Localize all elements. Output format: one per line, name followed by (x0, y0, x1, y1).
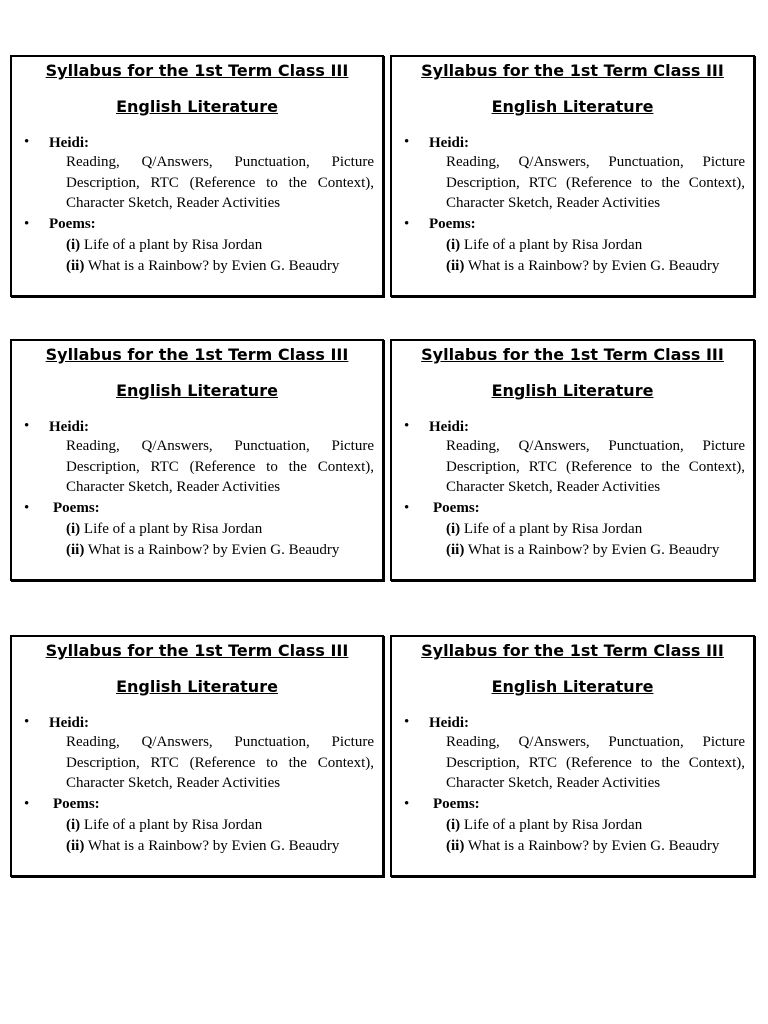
heidi-line-3: Character Sketch, Reader Activities (446, 195, 661, 211)
heidi-label: Heidi: (49, 135, 89, 151)
poem-1-number: (i) (446, 817, 461, 833)
heidi-label: Heidi: (49, 419, 89, 435)
poems-label: Poems: (53, 500, 100, 516)
bullet-icon: • (24, 134, 30, 150)
syllabus-card (390, 635, 755, 877)
poem-1-text: Life of a plant by Risa Jordan (83, 237, 263, 253)
bullet-icon: • (24, 500, 30, 516)
poem-item-2 (446, 540, 719, 560)
poem-2-text: What is a Rainbow? by Evien G. Beaudry (467, 838, 720, 854)
bullet-icon: • (404, 500, 410, 516)
bullet-icon: • (24, 714, 30, 730)
poem-1-number: (i) (66, 817, 81, 833)
heidi-label: Heidi: (429, 715, 469, 731)
bullet-icon: • (404, 216, 410, 232)
heidi-line-2: Description, RTC (Reference to the Context), (66, 754, 374, 771)
poem-2-number: (ii) (66, 258, 85, 274)
poems-label: Poems: (433, 796, 480, 812)
heidi-line-1: Reading, Q/Answers, Punctuation, Picture (66, 734, 374, 750)
card-subtitle: English Literature (116, 381, 278, 400)
heidi-line-1: Reading, Q/Answers, Punctuation, Picture (446, 154, 745, 170)
poem-2-text: What is a Rainbow? by Evien G. Beaudry (87, 258, 340, 274)
poem-2-number: (ii) (446, 542, 465, 558)
syllabus-card (10, 635, 384, 877)
heidi-line-3: Character Sketch, Reader Activities (66, 479, 281, 495)
poem-2-text: What is a Rainbow? by Evien G. Beaudry (467, 258, 720, 274)
card-subtitle: English Literature (491, 381, 654, 400)
heidi-description (446, 732, 745, 794)
poem-1-text: Life of a plant by Risa Jordan (463, 237, 643, 253)
heidi-line-2: Description, RTC (Reference to the Context), (66, 174, 374, 191)
card-title: Syllabus for the 1st Term Class III (421, 345, 724, 364)
poem-item-1 (446, 815, 642, 835)
poem-2-text: What is a Rainbow? by Evien G. Beaudry (87, 838, 340, 854)
poem-2-number: (ii) (446, 258, 465, 274)
heidi-line-2: Description, RTC (Reference to the Context), (446, 754, 745, 771)
heidi-line-1: Reading, Q/Answers, Punctuation, Picture (446, 734, 745, 750)
heidi-description (446, 436, 745, 498)
heidi-label: Heidi: (49, 715, 89, 731)
heidi-description (66, 732, 374, 794)
poem-item-1 (66, 519, 262, 539)
poem-1-text: Life of a plant by Risa Jordan (83, 817, 263, 833)
card-subtitle: English Literature (491, 97, 654, 116)
poem-1-number: (i) (446, 521, 461, 537)
heidi-label: Heidi: (429, 135, 469, 151)
heidi-line-3: Character Sketch, Reader Activities (446, 479, 661, 495)
poem-item-2 (66, 540, 339, 560)
heidi-line-3: Character Sketch, Reader Activities (66, 775, 281, 791)
poems-label: Poems: (433, 500, 480, 516)
heidi-line-3: Character Sketch, Reader Activities (66, 195, 281, 211)
poem-1-text: Life of a plant by Risa Jordan (463, 521, 643, 537)
heidi-line-2: Description, RTC (Reference to the Context), (446, 458, 745, 475)
heidi-description (66, 152, 374, 214)
poem-2-number: (ii) (66, 542, 85, 558)
syllabus-card (390, 55, 755, 297)
poem-item-2 (66, 836, 339, 856)
poem-item-1 (446, 519, 642, 539)
bullet-icon: • (24, 796, 30, 812)
heidi-line-2: Description, RTC (Reference to the Context), (66, 458, 374, 475)
poem-item-1 (446, 235, 642, 255)
card-title: Syllabus for the 1st Term Class III (45, 61, 349, 80)
card-title: Syllabus for the 1st Term Class III (421, 641, 724, 660)
poem-1-number: (i) (66, 237, 81, 253)
heidi-line-2: Description, RTC (Reference to the Context), (446, 174, 745, 191)
bullet-icon: • (404, 796, 410, 812)
heidi-description (66, 436, 374, 498)
card-title: Syllabus for the 1st Term Class III (45, 641, 349, 660)
syllabus-card (10, 55, 384, 297)
bullet-icon: • (24, 216, 30, 232)
heidi-line-1: Reading, Q/Answers, Punctuation, Picture (66, 154, 374, 170)
poem-1-number: (i) (66, 521, 81, 537)
heidi-line-1: Reading, Q/Answers, Punctuation, Picture (446, 438, 745, 454)
card-title: Syllabus for the 1st Term Class III (421, 61, 724, 80)
poems-label: Poems: (53, 796, 100, 812)
syllabus-card (390, 339, 755, 581)
bullet-icon: • (404, 134, 410, 150)
card-subtitle: English Literature (116, 677, 278, 696)
poems-label: Poems: (429, 216, 476, 232)
poem-1-number: (i) (446, 237, 461, 253)
card-title: Syllabus for the 1st Term Class III (45, 345, 349, 364)
poem-item-2 (66, 256, 339, 276)
poem-item-1 (66, 815, 262, 835)
poem-item-1 (66, 235, 262, 255)
poems-label: Poems: (49, 216, 96, 232)
poem-1-text: Life of a plant by Risa Jordan (83, 521, 263, 537)
bullet-icon: • (24, 418, 30, 434)
heidi-line-3: Character Sketch, Reader Activities (446, 775, 661, 791)
poem-2-number: (ii) (446, 838, 465, 854)
card-subtitle: English Literature (116, 97, 278, 116)
heidi-description (446, 152, 745, 214)
bullet-icon: • (404, 418, 410, 434)
poem-2-text: What is a Rainbow? by Evien G. Beaudry (87, 542, 340, 558)
heidi-label: Heidi: (429, 419, 469, 435)
bullet-icon: • (404, 714, 410, 730)
poem-1-text: Life of a plant by Risa Jordan (463, 817, 643, 833)
poem-item-2 (446, 836, 719, 856)
card-subtitle: English Literature (491, 677, 654, 696)
heidi-line-1: Reading, Q/Answers, Punctuation, Picture (66, 438, 374, 454)
poem-2-number: (ii) (66, 838, 85, 854)
syllabus-card (10, 339, 384, 581)
poem-2-text: What is a Rainbow? by Evien G. Beaudry (467, 542, 720, 558)
poem-item-2 (446, 256, 719, 276)
